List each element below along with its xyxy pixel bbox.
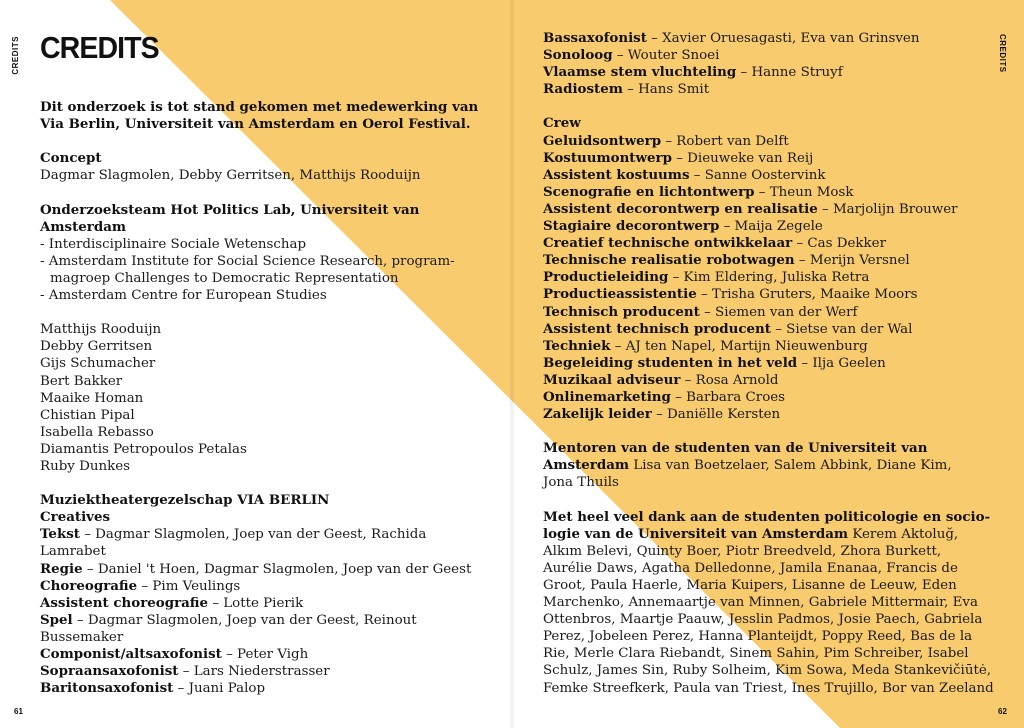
mentors-title: Mentoren van de studenten van de Universiteit van: [543, 440, 928, 457]
team-member: Maaike Homan: [40, 390, 144, 406]
credit-role: Assistent kostuums: [543, 166, 690, 183]
credit-names: – Sanne Oostervink: [693, 167, 826, 183]
credit-line: [40, 526, 490, 543]
thanks-names: Rie, Merle Clara Riebandt, Sinem Sahin, Pim Schreiber, Isabel: [543, 646, 969, 662]
thanks-names: Groot, Paula Haerle, Maria Kuipers, Lisanne de Leeuw, Eden: [543, 578, 957, 593]
credit-role: Vlaamse stem vluchteling: [543, 64, 737, 81]
credit-line: [543, 235, 983, 252]
thanks-names: Marchenko, Annemaartje van Minnen, Gabriele Mittermair, Eva: [543, 595, 978, 611]
page-number: 61: [14, 707, 23, 716]
credit-names: – Maija Zegele: [723, 219, 823, 235]
affiliation-item: magroep Challenges to Democratic Representation: [50, 270, 399, 286]
credit-role: Kostuumontwerp: [543, 149, 672, 166]
credit-role: Tekst: [40, 526, 80, 543]
credit-line: [543, 167, 983, 184]
thanks-names: Kerem Aktoluğ,: [848, 526, 959, 542]
credit-names: – Rosa Arnold: [684, 372, 779, 388]
credit-names: – Dagmar Slagmolen, Joep van der Geest, Rachida: [84, 527, 427, 543]
research-team-title: Onderzoeksteam Hot Politics Lab, Universiteit van: [40, 201, 420, 218]
credit-line: [543, 252, 983, 269]
credit-line: [543, 133, 983, 150]
credit-line-continued: Lamrabet: [40, 544, 106, 560]
credit-role: Geluidsontwerp: [543, 132, 662, 149]
credit-names: – Hans Smit: [627, 82, 710, 98]
credit-role: Assistent choreografie: [40, 594, 209, 611]
credit-role: Regie: [40, 560, 83, 577]
credit-line-continued: Bussemaker: [40, 629, 124, 645]
credit-role: Scenografie en lichtontwerp: [543, 183, 755, 200]
credit-names: – AJ ten Napel, Martijn Nieuwenburg: [614, 338, 868, 354]
credit-role: Bassaxofonist: [543, 30, 647, 46]
credit-names: – Dagmar Slagmolen, Joep van der Geest, Reinout: [76, 612, 417, 628]
left-side-label: CREDITS: [11, 36, 20, 75]
team-member: Isabella Rebasso: [40, 424, 154, 440]
credit-names: – Lotte Pierik: [212, 595, 304, 611]
research-team-title: Amsterdam: [40, 218, 127, 235]
credit-line: [543, 372, 983, 389]
credit-names: – Sietse van der Wal: [775, 321, 913, 337]
credit-names: – Robert van Delft: [665, 133, 789, 149]
credit-names: – Trisha Gruters, Maaike Moors: [700, 287, 918, 303]
thanks-names: Schulz, James Sin, Ruby Solheim, Kim Sowa, Meda Stankevičiūtė,: [543, 663, 992, 679]
credit-names: – Wouter Snoei: [616, 48, 720, 64]
credit-line: [543, 286, 983, 303]
credit-line: [543, 321, 983, 338]
credit-names: – Cas Dekker: [796, 236, 886, 252]
company-title: Muziektheatergezelschap VIA BERLIN: [40, 492, 330, 509]
affiliation-item: - Interdisciplinaire Sociale Wetenschap: [40, 236, 307, 252]
credit-line: [543, 64, 983, 81]
credit-role: Componist/altsaxofonist: [40, 646, 222, 662]
credit-role: Sopraansaxofonist: [40, 663, 179, 680]
credit-line: [543, 30, 983, 47]
creatives-title: Creatives: [40, 509, 111, 526]
credit-names: – Merijn Versnel: [798, 253, 910, 269]
credit-line: [543, 201, 983, 218]
thanks-title: Met heel veel dank aan de studenten politicologie en socio-: [543, 508, 991, 525]
credit-line: [543, 184, 983, 201]
credit-role: Sonoloog: [543, 47, 613, 64]
thanks-names: Perez, Jobeleen Perez, Hanna Planteijdt, Poppy Reed, Bas de la: [543, 629, 973, 645]
credit-names: – Juani Palop: [177, 681, 266, 697]
credit-names: – Xavier Oruesagasti, Eva van Grinsven: [651, 31, 920, 46]
credit-names: – Peter Vigh: [226, 647, 309, 662]
credit-names: – Kim Eldering, Juliska Retra: [672, 270, 870, 286]
credit-line: [543, 304, 983, 321]
thanks-names: Aurélie Daws, Agatha Delledonne, Jamila Enanaa, Francis de: [543, 560, 958, 576]
credit-names: – Hanne Struyf: [740, 65, 843, 81]
team-member: Bert Bakker: [40, 373, 123, 389]
credit-role: Stagiaire decorontwerp: [543, 218, 720, 235]
thanks-names: Ottenbros, Maartje Paauw, Jesslin Padmos, Josie Paech, Gabriela: [543, 612, 983, 628]
page-heading: CREDITS: [40, 30, 159, 65]
credit-line: [543, 355, 983, 372]
credit-role: Techniek: [543, 337, 611, 354]
team-member: Diamantis Petropoulos Petalas: [40, 441, 247, 457]
credit-names: – Pim Veulings: [141, 578, 241, 594]
credit-names: – Dieuweke van Reij: [676, 150, 814, 166]
credit-names: – Barbara Croes: [675, 389, 786, 405]
credit-names: – Ilja Geelen: [801, 355, 886, 371]
credit-line: [40, 561, 490, 578]
right-credits-column: [543, 30, 994, 697]
concept-names: Dagmar Slagmolen, Debby Gerritsen, Matthijs Rooduijn: [40, 168, 421, 184]
credit-role: Assistent technisch producent: [543, 320, 771, 337]
credit-names: – Marjolijn Brouwer: [822, 201, 958, 217]
credit-line: [543, 269, 983, 286]
thanks-names: Femke Streefkerk, Paula van Triest, Ines Trujillo, Bor van Zeeland: [543, 680, 994, 696]
credit-role: Productieassistentie: [543, 286, 697, 303]
team-member: Chistian Pipal: [40, 407, 135, 423]
credit-role: Technisch producent: [543, 303, 700, 320]
credit-role: Radiostem: [543, 81, 623, 98]
right-page: [512, 0, 1024, 728]
mentors-names: Lisa van Boetzelaer, Salem Abbink, Diane Kim,: [629, 458, 952, 474]
affiliation-item: - Amsterdam Institute for Social Science Research, program-: [40, 253, 455, 269]
credit-line: [40, 646, 490, 663]
credit-line: [40, 578, 490, 595]
intro-line: Dit onderzoek is tot stand gekomen met medewerking van: [40, 99, 479, 115]
mentors-names: Jona Thuils: [543, 475, 619, 491]
right-side-label: CREDITS: [998, 34, 1007, 73]
team-member: Ruby Dunkes: [40, 458, 130, 474]
credit-names: – Daniëlle Kersten: [656, 407, 781, 423]
credit-role: Productieleiding: [543, 269, 669, 286]
intro-line: Via Berlin, Universiteit van Amsterdam en Oerol Festival.: [40, 116, 471, 133]
credit-role: Creatief technische ontwikkelaar: [543, 235, 793, 252]
team-member: Gijs Schumacher: [40, 356, 156, 372]
left-credits-column: [40, 99, 490, 697]
team-member: Matthijs Rooduijn: [40, 322, 162, 338]
credit-line: [40, 595, 490, 612]
credit-names: – Lars Niederstrasser: [182, 664, 330, 680]
affiliation-item: - Amsterdam Centre for European Studies: [40, 288, 327, 304]
credit-line: [543, 218, 983, 235]
concept-title: Concept: [40, 150, 102, 167]
credit-role: Technische realisatie robotwagen: [543, 252, 795, 269]
credit-role: Onlinemarketing: [543, 388, 671, 405]
credit-line: [40, 663, 490, 680]
thanks-title-cont: logie van de Universiteit van Amsterdam: [543, 525, 849, 542]
credit-role: Baritonsaxofonist: [40, 680, 174, 697]
credit-role: Zakelijk leider: [543, 406, 652, 423]
credit-names: – Daniel 't Hoen, Dagmar Slagmolen, Joep van der Geest: [86, 561, 472, 577]
credit-line: [543, 338, 983, 355]
credit-role: Begeleiding studenten in het veld: [543, 354, 798, 371]
crew-title: Crew: [543, 115, 581, 132]
credit-line: [543, 406, 983, 423]
thanks-names: Alkım Belevi, Quinty Boer, Piotr Breedveld, Zhora Burkett,: [543, 543, 942, 559]
team-member: Debby Gerritsen: [40, 339, 153, 355]
mentors-line: [543, 457, 983, 474]
credit-role: Choreografie: [40, 577, 138, 594]
credit-line: [40, 612, 490, 629]
mentors-title-cont: Amsterdam: [543, 457, 630, 474]
credit-line: [543, 150, 983, 167]
credit-role: Muzikaal adviseur: [543, 371, 681, 388]
credit-line: [543, 47, 983, 64]
credit-names: – Siemen van der Werf: [704, 304, 858, 320]
credit-line: [543, 81, 983, 98]
credit-line: [40, 680, 490, 697]
credit-names: – Theun Mosk: [758, 184, 854, 200]
credit-line: [543, 389, 983, 406]
credit-role: Assistent decorontwerp en realisatie: [543, 200, 818, 217]
page-number: 62: [998, 707, 1007, 716]
thanks-line: [543, 526, 983, 543]
credit-role: Spel: [40, 611, 73, 628]
